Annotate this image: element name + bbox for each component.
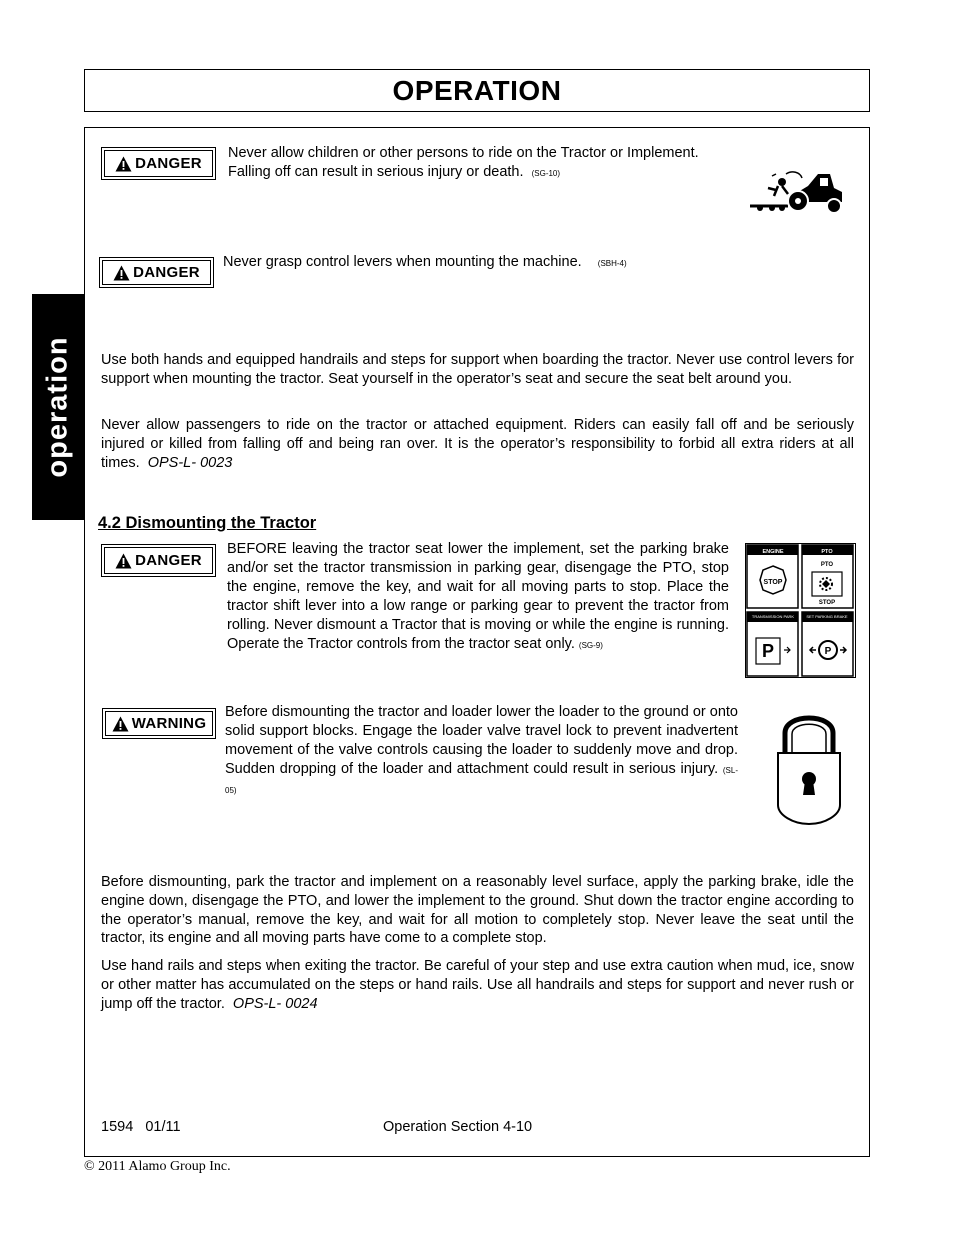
- warning-triangle-icon: [115, 553, 132, 569]
- transmission-park-label: TRANSMISSION PARK: [751, 614, 795, 619]
- parking-brake-label: SET PARKING BRAKE: [806, 614, 848, 619]
- danger-word: DANGER: [135, 552, 202, 569]
- warning-triangle-icon: [112, 716, 129, 732]
- danger-label: [99, 257, 214, 288]
- section-heading: 4.2 Dismounting the Tractor: [98, 514, 317, 532]
- side-tab: [32, 294, 84, 520]
- paragraph-text: Use hand rails and steps when exiting the tractor. Be careful of your step and use extra caution when mud, ice, snow or other matter has accumulated on the steps or hand rails. Use all handrails and steps for support and never rush or jump off the tractor.: [101, 958, 854, 1012]
- paragraph-mounting: Use both hands and equipped handrails and steps for support when boarding the tractor. Never use control levers for support when mounting the tractor. Seat yourself in the operator’s seat and secure the seat belt around you.: [101, 352, 854, 387]
- side-tab-label: operation: [41, 336, 74, 478]
- message-code: (SL-05): [225, 766, 739, 795]
- paragraph-hand-rails: [101, 957, 854, 1013]
- message-code: (SG-10): [531, 169, 561, 178]
- danger-message-levers: [223, 253, 723, 273]
- paragraph-reference: OPS-L- 0024: [232, 995, 318, 1012]
- warning-message-loader: [225, 703, 738, 800]
- header-box: [84, 69, 870, 112]
- page-section-number: Operation Section 4-10: [383, 1119, 533, 1135]
- warning-word: WARNING: [131, 715, 207, 732]
- park-letter: P: [761, 641, 775, 661]
- paragraph-before-dismounting: Before dismounting, park the tractor and implement on a reasonably level surface, apply the parking brake, idle the engine down, disengage the PTO, and lower the implement to the ground. Shut down the tractor engine according to the operator’s manual, remove the key, and wait for all motion to completely stop. Never leave the seat until the tractor, its engine and all moving parts have come to a complete stop.: [101, 874, 854, 947]
- tractor-controls-graphic: [746, 544, 855, 677]
- warning-label: [102, 708, 216, 739]
- brake-letter: P: [824, 646, 832, 657]
- document-number: 1594 01/11: [101, 1119, 181, 1135]
- message-code: (SG-9): [578, 641, 603, 650]
- page-title: OPERATION: [392, 75, 562, 106]
- message-line: Never grasp control levers when mounting the machine.: [223, 254, 582, 270]
- danger-word: DANGER: [133, 264, 200, 281]
- danger-message-children: [228, 144, 748, 183]
- paragraph-passengers: [101, 416, 854, 472]
- engine-label: ENGINE: [762, 549, 784, 555]
- copyright: © 2011 Alamo Group Inc.: [84, 1159, 231, 1174]
- message-line: Never allow children or other persons to ride on the Tractor or Implement.: [228, 145, 699, 161]
- pto-label: PTO: [821, 549, 833, 555]
- warning-triangle-icon: [113, 265, 130, 281]
- engine-stop-label: STOP: [763, 579, 783, 586]
- danger-label: [101, 147, 216, 180]
- danger-label: [101, 544, 216, 577]
- paragraph-text: Never allow passengers to ride on the tractor or attached equipment. Riders can easily fall off and be seriously injured or killed from falling off and being ran over. It is the operator’s responsibility to forbid all extra riders at all times.: [101, 417, 854, 471]
- lock-icon: [775, 703, 843, 827]
- pto-small-label: PTO: [820, 562, 834, 568]
- message-code: (SBH-4): [597, 259, 627, 268]
- tractor-rider-fall-icon: [748, 168, 844, 216]
- message-line: Falling off can result in serious injury or death.: [228, 164, 524, 180]
- warning-triangle-icon: [115, 156, 132, 172]
- message-text: Before dismounting the tractor and loader lower the loader to the ground or onto solid support blocks. Engage the loader valve travel lock to prevent inadvertent movement of the valve controls causing the loader to suddenly move and drop. Sudden dropping of the loader and attachment could result in serious injury.: [225, 704, 738, 777]
- tractor-controls-illustration: [745, 543, 856, 678]
- message-text: BEFORE leaving the tractor seat lower the implement, set the parking brake and/or set the tractor transmission in parking gear, disengage the PTO, stop the engine, remove the key, and wait for all moving parts to stop. Place the tractor shift lever into a low range or parking gear to prevent the tractor from rolling. Never dismount a Tractor that is moving or while the engine is running. Operate the Tractor controls from the tractor seat only.: [227, 541, 729, 652]
- danger-word: DANGER: [135, 155, 202, 172]
- paragraph-reference: OPS-L- 0023: [147, 454, 233, 471]
- danger-message-dismount: [227, 540, 729, 655]
- pto-stop-label: STOP: [818, 600, 836, 606]
